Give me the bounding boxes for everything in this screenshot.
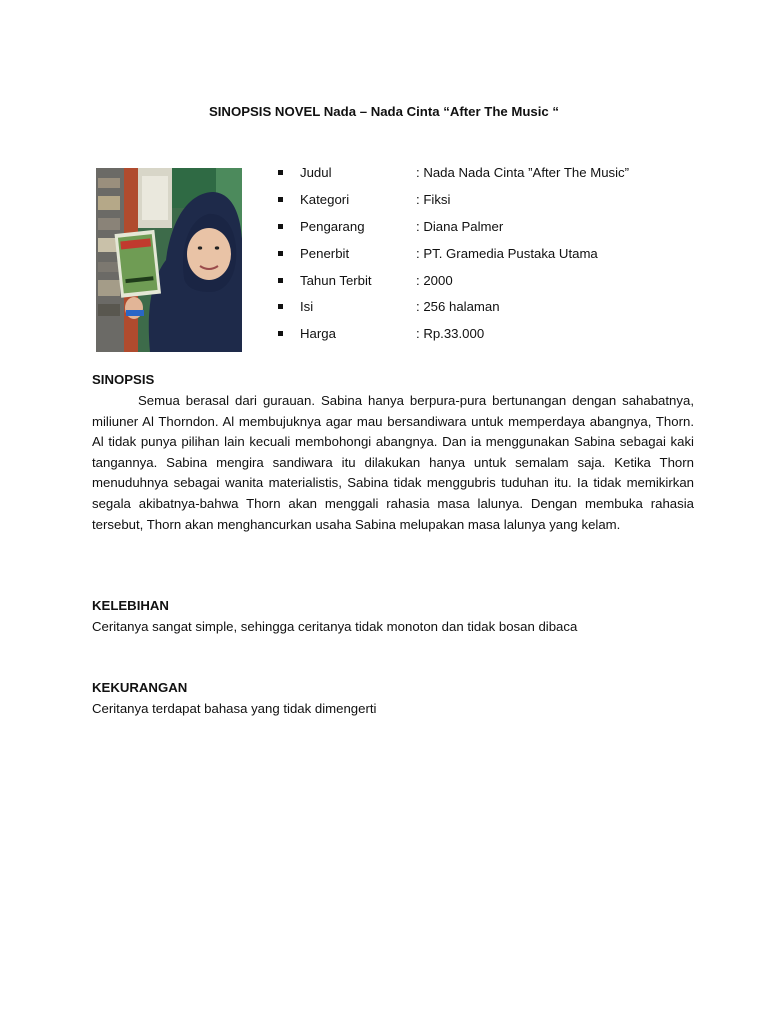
info-label: Judul bbox=[300, 165, 332, 180]
info-value: : Rp.33.000 bbox=[416, 326, 485, 342]
info-row-isi bbox=[278, 298, 718, 325]
info-row-judul bbox=[278, 164, 718, 191]
synopsis-heading: SINOPSIS bbox=[92, 372, 155, 387]
info-value: : 256 halaman bbox=[416, 299, 500, 315]
bullet-icon bbox=[278, 170, 283, 175]
info-value: : 2000 bbox=[416, 272, 453, 288]
strengths-heading: KELEBIHAN bbox=[92, 598, 169, 613]
info-row-pengarang bbox=[278, 218, 718, 245]
info-label: Tahun Terbit bbox=[300, 272, 372, 288]
info-value: : Diana Palmer bbox=[416, 218, 504, 234]
info-row-tahun-terbit bbox=[278, 272, 718, 299]
bullet-icon bbox=[278, 251, 283, 256]
info-label: Penerbit bbox=[300, 245, 350, 261]
bullet-icon bbox=[278, 331, 283, 336]
info-label: Isi bbox=[300, 299, 314, 315]
info-value: : Fiksi bbox=[416, 191, 451, 207]
synopsis-paragraph: Semua berasal dari gurauan. Sabina hanya berpura-pura bertunangan dengan sahabatnya, miliuner Al Thorndon. Al membujuknya agar mau bersandiwara untuk memperdaya abangnya, Thorn. Al tidak punya pilihan lain kecuali membohongi abangnya. Dan ia menggunakan Sabina sebagai kaki tangannya. Sabina mengira sandiwara itu dilakukan hanya untuk semalam saja. Ketika Thorn menuduhnya sebagai wanita materialistis, Sabina tidak menggubris tuduhan itu. Ia tidak memikirkan segala akibatnya-bahwa Thorn akan menggali rahasia masa lalunya. Dengan membuka rahasia tersebut, Thorn akan menghancurkan usaha Sabina melupakan masa lalunya yang kelam. bbox=[92, 393, 694, 532]
bullet-icon bbox=[278, 197, 283, 202]
bullet-icon bbox=[278, 304, 283, 309]
info-value: : PT. Gramedia Pustaka Utama bbox=[416, 245, 598, 261]
info-label: Harga bbox=[300, 326, 336, 342]
info-row-penerbit bbox=[278, 245, 718, 272]
info-row-kategori bbox=[278, 191, 718, 218]
info-row-harga bbox=[278, 325, 718, 352]
bullet-icon bbox=[278, 224, 283, 229]
weaknesses-heading: KEKURANGAN bbox=[92, 680, 188, 695]
photo-illustration bbox=[96, 168, 242, 352]
document-title: SINOPSIS NOVEL Nada – Nada Cinta “After The Music “ bbox=[208, 104, 560, 119]
strengths-text: Ceritanya sangat simple, sehingga ceritanya tidak monoton dan tidak bosan dibaca bbox=[92, 619, 578, 634]
weaknesses-text: Ceritanya terdapat bahasa yang tidak dimengerti bbox=[92, 701, 377, 716]
info-label: Kategori bbox=[300, 191, 350, 207]
cover-photo bbox=[96, 168, 242, 352]
info-label: Pengarang bbox=[300, 218, 365, 234]
info-value: : Nada Nada Cinta ”After The Music” bbox=[416, 165, 630, 180]
book-info-list bbox=[278, 164, 718, 352]
bullet-icon bbox=[278, 278, 283, 283]
